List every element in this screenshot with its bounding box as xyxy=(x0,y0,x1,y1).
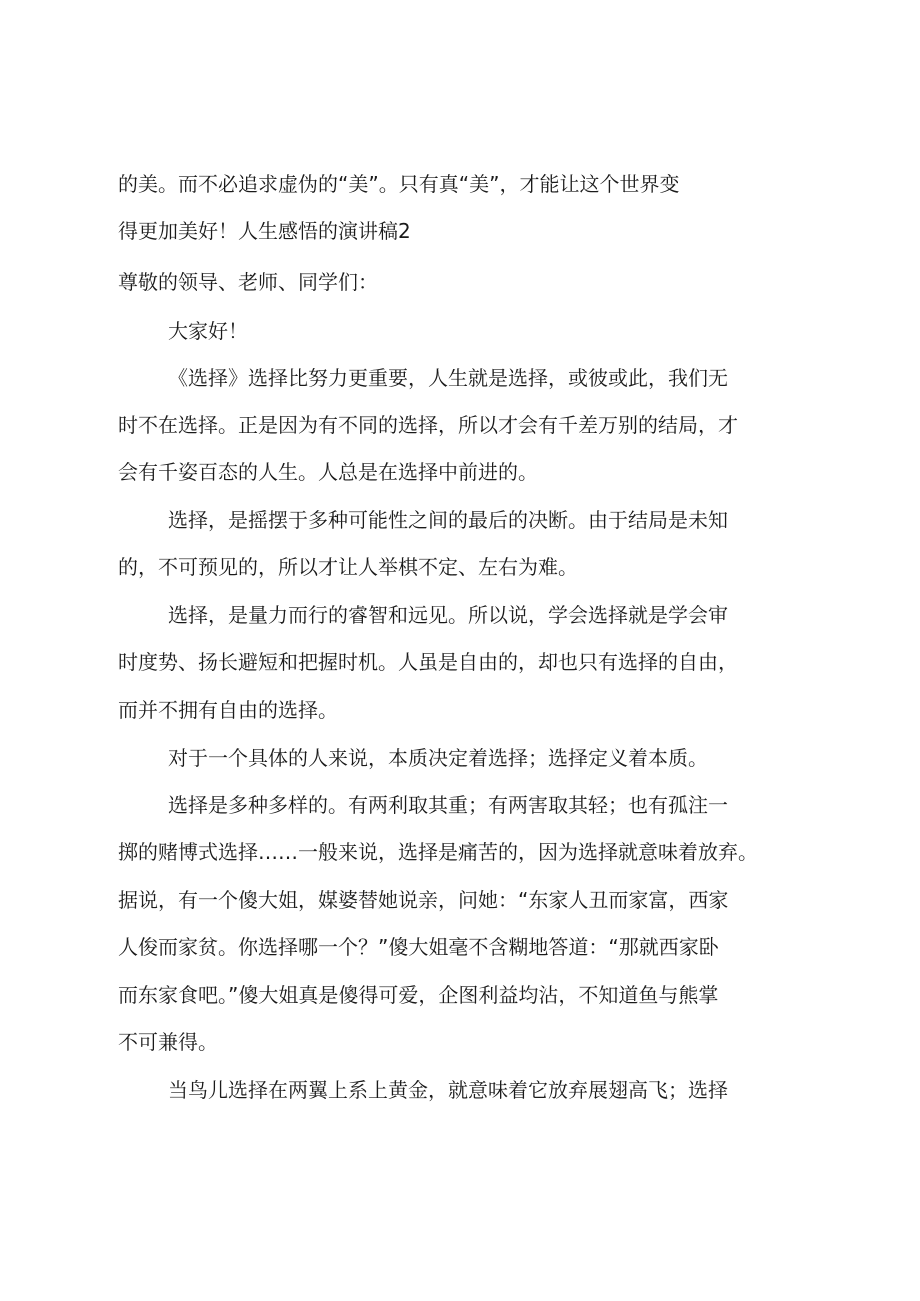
text-line: 选择是多种多样的。有两利取其重；有两害取其轻；也有孤注一 xyxy=(168,793,728,817)
text-line: 时度势、扬长避短和把握时机。人虽是自由的，却也只有选择的自由， xyxy=(118,650,738,674)
text-line: 掷的赌博式选择……一般来说，选择是痛苦的，因为选择就意味着放弃。 xyxy=(118,840,758,864)
text-line: 的，不可预见的，所以才让人举棋不定、左右为难。 xyxy=(118,555,578,579)
text-line: 对于一个具体的人来说，本质决定着选择；选择定义着本质。 xyxy=(168,746,708,770)
text-line: 得更加美好！人生感悟的演讲稿2 xyxy=(118,219,411,243)
text-line: 时不在选择。正是因为有不同的选择，所以才会有千差万别的结局，才 xyxy=(118,413,738,437)
text-line: 的美。而不必追求虚伪的“美”。只有真“美”，才能让这个世界变 xyxy=(118,172,680,196)
text-line: 据说，有一个傻大姐，媒婆替她说亲，问她：“东家人丑而家富，西家 xyxy=(118,888,729,912)
text-line: 选择，是量力而行的睿智和远见。所以说，学会选择就是学会审 xyxy=(168,603,728,627)
text-line: 选择，是摇摆于多种可能性之间的最后的决断。由于结局是未知 xyxy=(168,508,728,532)
text-line: 而东家食吧。”傻大姐真是傻得可爱，企图利益均沾，不知道鱼与熊掌 xyxy=(118,983,719,1007)
text-line: 尊敬的领导、老师、同学们： xyxy=(118,270,378,294)
text-line: 《选择》选择比努力更重要，人生就是选择，或彼或此，我们无 xyxy=(168,366,728,390)
text-line: 大家好！ xyxy=(168,319,248,343)
text-line: 而并不拥有自由的选择。 xyxy=(118,698,338,722)
text-line: 人俊而家贫。你选择哪一个？”傻大姐毫不含糊地答道：“那就西家卧 xyxy=(118,935,719,959)
text-line: 不可兼得。 xyxy=(118,1030,218,1054)
text-line: 会有千姿百态的人生。人总是在选择中前进的。 xyxy=(118,460,538,484)
text-line: 当鸟儿选择在两翼上系上黄金，就意味着它放弃展翅高飞；选择 xyxy=(168,1078,728,1102)
